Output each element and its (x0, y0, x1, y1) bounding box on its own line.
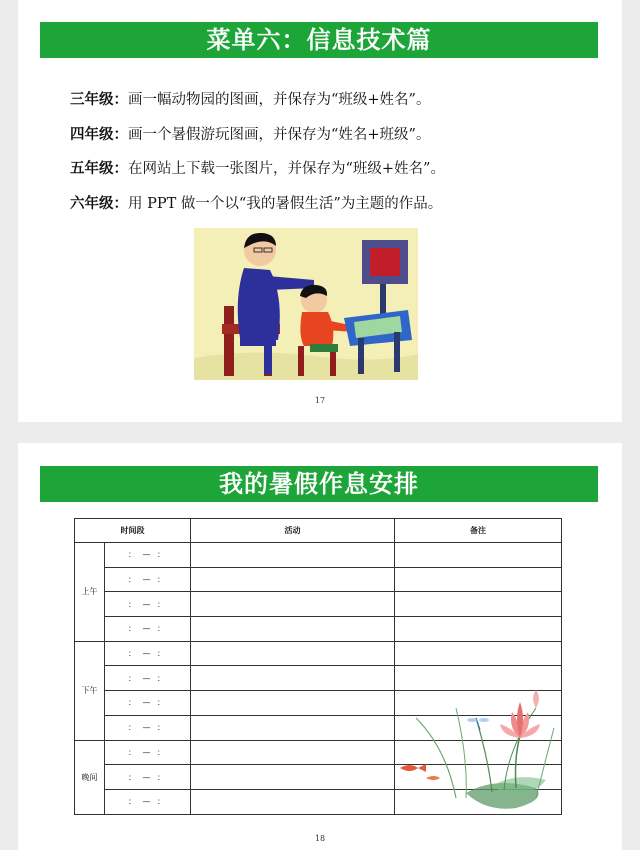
notes-cell[interactable] (395, 617, 562, 642)
activity-cell[interactable] (191, 592, 395, 617)
grade-label: 三年级： (70, 92, 128, 108)
page-number: 17 (314, 396, 326, 405)
page-17 (18, 0, 622, 422)
time-slot[interactable]: ： — ： (105, 789, 191, 814)
notes-cell[interactable] (395, 567, 562, 592)
task-text: 画一个暑假游玩图画，并保存为“姓名+班级”。 (128, 126, 431, 143)
task-text: 用 PPT 做一个以“我的暑假生活”为主题的作品。 (128, 195, 443, 212)
time-slot[interactable]: ： — ： (105, 740, 191, 765)
notes-cell[interactable] (395, 592, 562, 617)
table-row (75, 567, 562, 592)
activity-cell[interactable] (191, 715, 395, 740)
header-notes: 备注 (395, 519, 562, 543)
grade-task-list (70, 88, 590, 226)
period-afternoon: 下午 (75, 641, 105, 740)
lotus-decoration-icon (396, 688, 559, 811)
time-slot[interactable]: ： — ： (105, 567, 191, 592)
table-row (75, 543, 562, 568)
task-grade-4 (70, 123, 590, 158)
page-18 (18, 443, 622, 850)
task-text: 画一幅动物园的图画，并保存为“班级+姓名”。 (128, 92, 431, 108)
time-slot[interactable]: ： — ： (105, 765, 191, 790)
activity-cell[interactable] (191, 691, 395, 716)
activity-cell[interactable] (191, 567, 395, 592)
menu-six-title: 菜单六：信息技术篇 (40, 22, 598, 58)
time-slot[interactable]: ： — ： (105, 592, 191, 617)
notes-cell[interactable] (395, 543, 562, 568)
summer-schedule-title: 我的暑假作息安排 (40, 466, 598, 502)
task-grade-5 (70, 157, 590, 192)
table-row (75, 617, 562, 642)
activity-cell[interactable] (191, 765, 395, 790)
time-slot[interactable]: ： — ： (105, 641, 191, 666)
table-row (75, 592, 562, 617)
activity-cell[interactable] (191, 617, 395, 642)
time-slot[interactable]: ： — ： (105, 543, 191, 568)
task-grade-6 (70, 192, 590, 227)
grade-label: 五年级： (70, 161, 128, 177)
header-activity: 活动 (191, 519, 395, 543)
time-slot[interactable]: ： — ： (105, 691, 191, 716)
activity-cell[interactable] (191, 641, 395, 666)
task-grade-3 (70, 88, 590, 123)
page-number: 18 (314, 834, 326, 843)
notes-cell[interactable] (395, 641, 562, 666)
header-time-period: 时间段 (75, 519, 191, 543)
time-slot[interactable]: ： — ： (105, 666, 191, 691)
grade-label: 六年级： (70, 195, 128, 212)
table-row (75, 666, 562, 691)
period-morning: 上午 (75, 543, 105, 642)
notes-cell[interactable] (395, 666, 562, 691)
time-slot[interactable]: ： — ： (105, 715, 191, 740)
time-slot[interactable]: ： — ： (105, 617, 191, 642)
activity-cell[interactable] (191, 666, 395, 691)
period-evening: 晚间 (75, 740, 105, 814)
grade-label: 四年级： (70, 126, 128, 143)
table-row (75, 641, 562, 666)
activity-cell[interactable] (191, 740, 395, 765)
computer-lesson-illustration (194, 228, 418, 380)
task-text: 在网站上下载一张图片，并保存为“班级+姓名”。 (128, 161, 445, 177)
activity-cell[interactable] (191, 543, 395, 568)
activity-cell[interactable] (191, 789, 395, 814)
table-header-row (75, 519, 562, 543)
